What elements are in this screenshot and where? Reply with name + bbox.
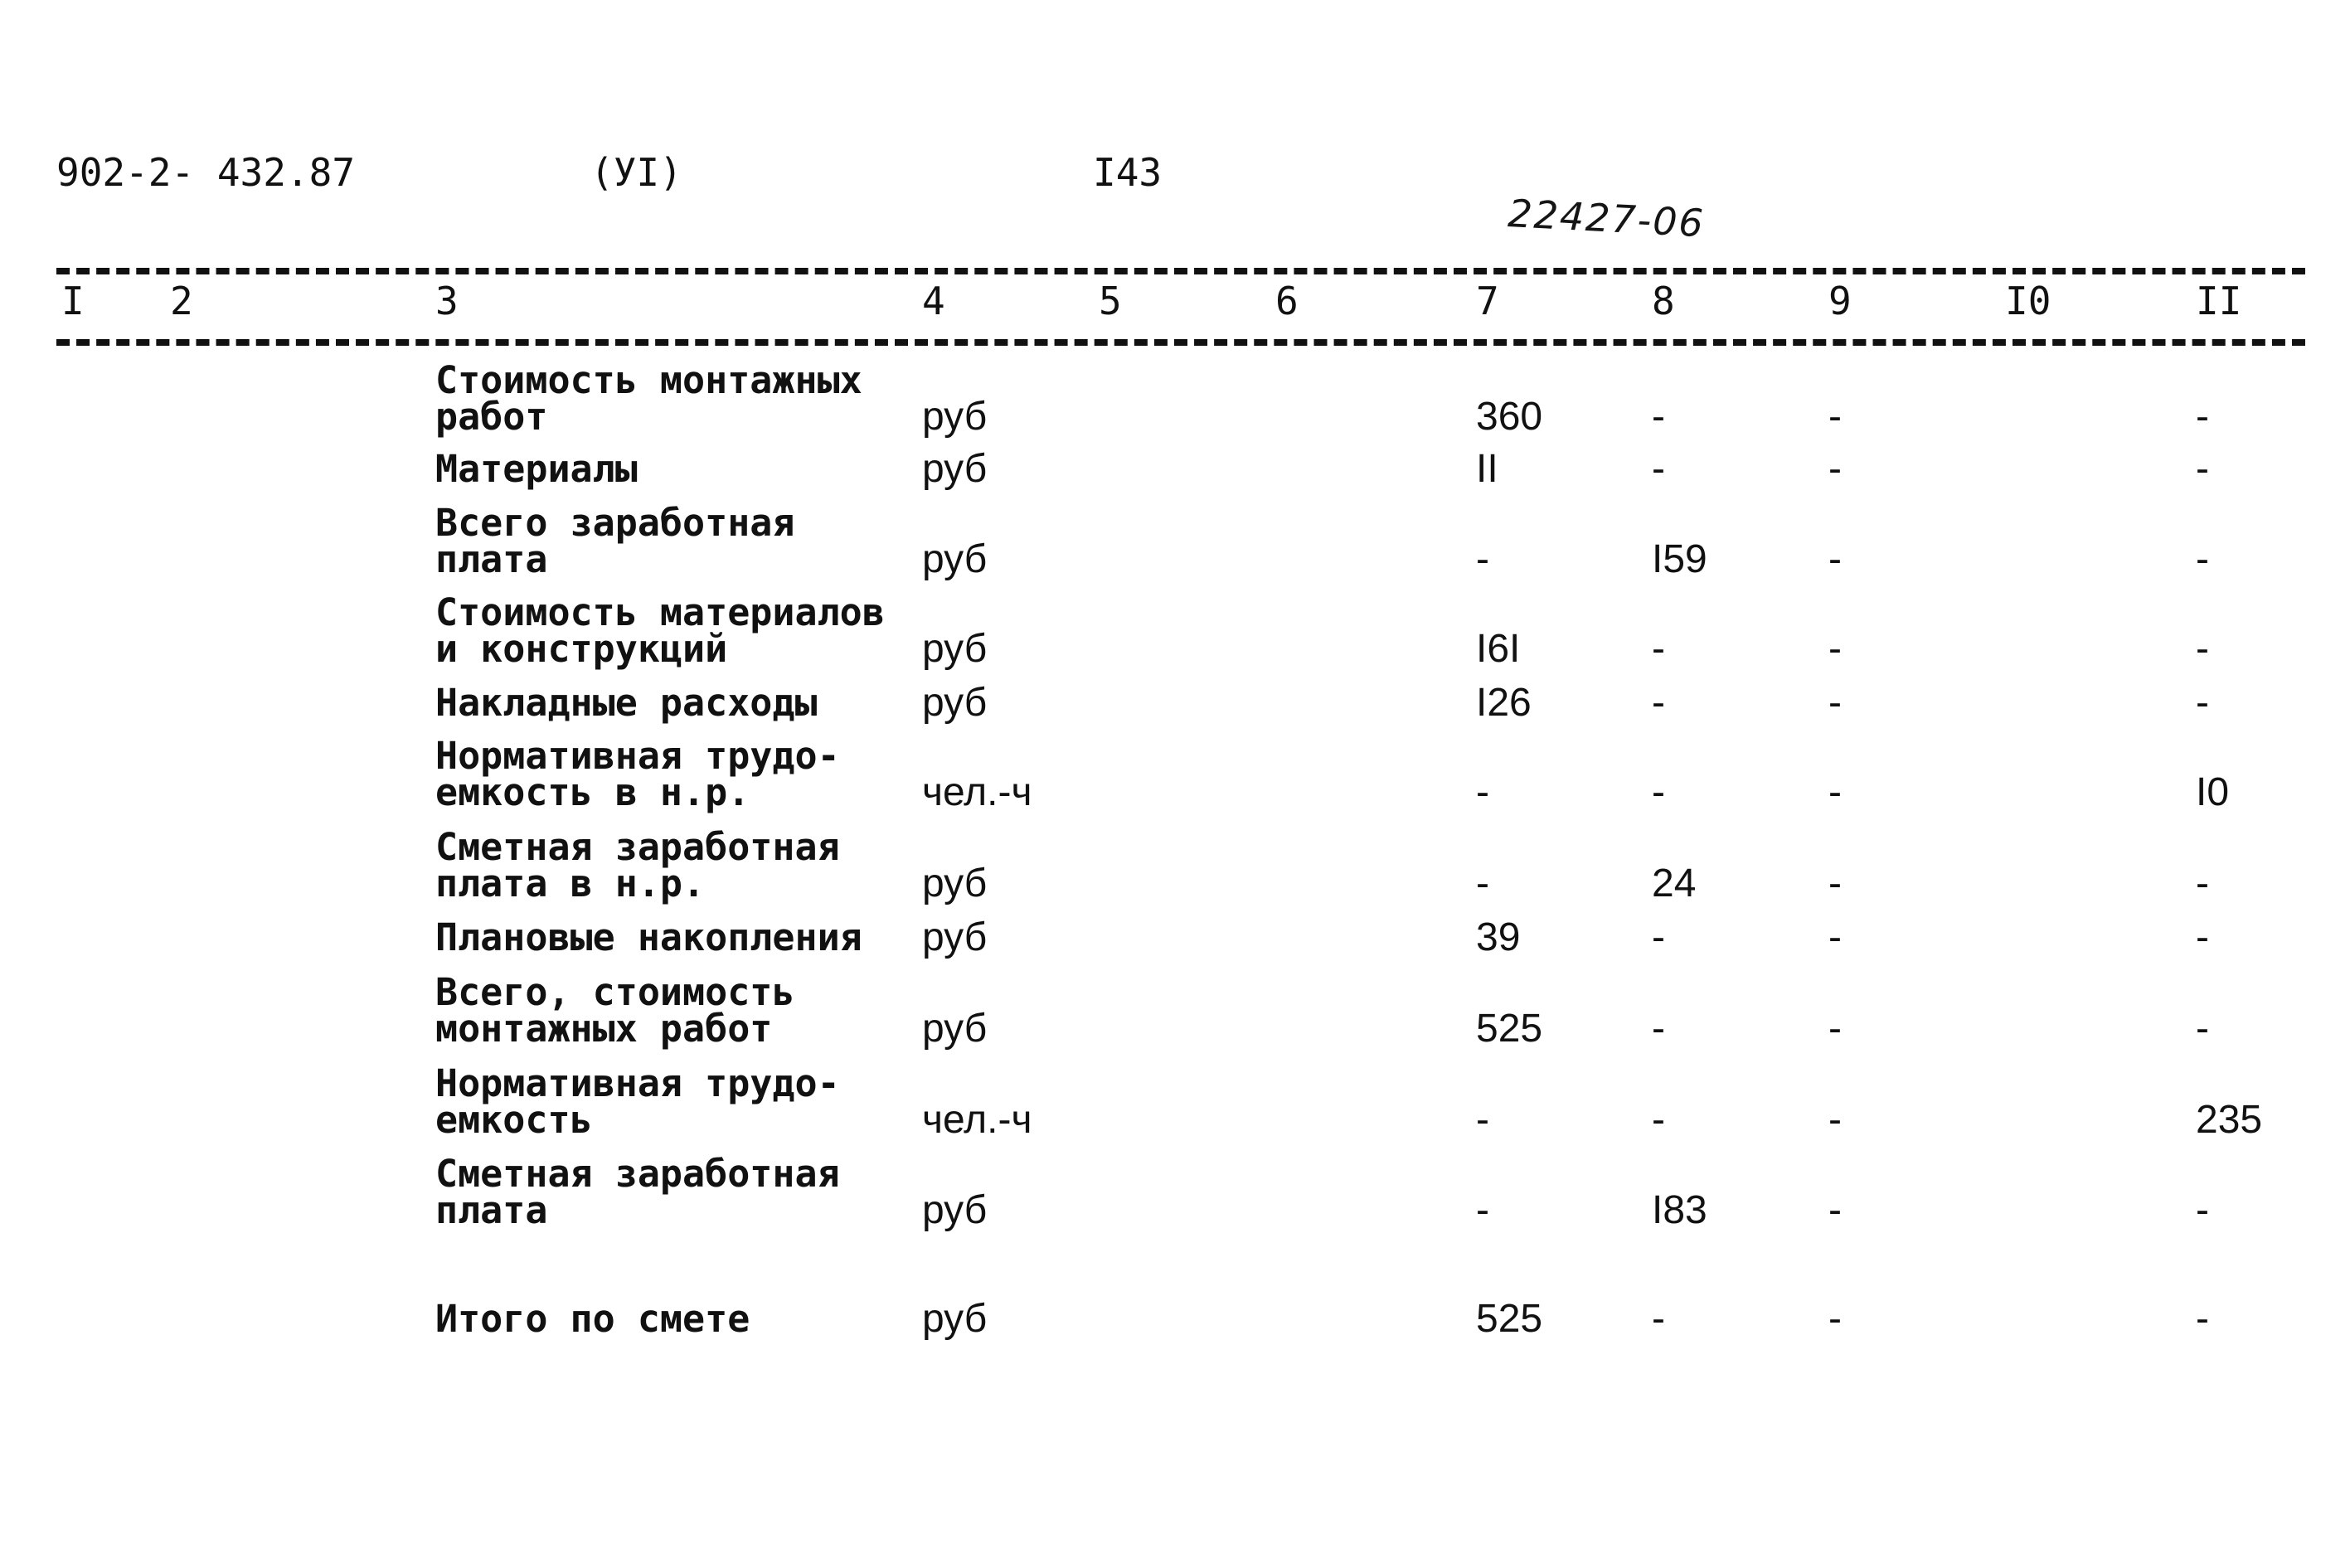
- row-col-9: -: [1828, 395, 1842, 439]
- row-name: Стоимость материалов и конструкций: [435, 590, 885, 671]
- row-col-11: -: [2196, 447, 2209, 491]
- row-unit: руб: [922, 537, 988, 581]
- row-name: Сметная заработная плата в н.р.: [435, 825, 840, 905]
- table-row: [0, 970, 2350, 1051]
- column-number-6: 6: [1275, 279, 1299, 323]
- row-col-9: -: [1828, 1098, 1842, 1142]
- row-col-7: -: [1476, 1098, 1489, 1142]
- row-col-9: -: [1828, 862, 1842, 905]
- row-name: Плановые накопления: [435, 915, 862, 959]
- table-row: [0, 734, 2350, 814]
- row-col-9: -: [1828, 1188, 1842, 1232]
- row-name: Сметная заработная плата: [435, 1152, 840, 1232]
- row-unit: чел.-ч: [922, 770, 1032, 814]
- row-col-8: -: [1652, 1007, 1665, 1051]
- row-col-8: -: [1652, 447, 1665, 491]
- row-name: Всего заработная плата: [435, 501, 795, 581]
- handwritten-code: 22427-06: [1507, 191, 1707, 246]
- row-col-8: -: [1652, 681, 1665, 725]
- row-col-11: -: [2196, 862, 2209, 905]
- row-col-8: -: [1652, 627, 1665, 671]
- column-number-7: 7: [1476, 279, 1499, 323]
- row-col-11: 235: [2196, 1098, 2263, 1142]
- row-col-9: -: [1828, 1297, 1842, 1341]
- row-name: Накладные расходы: [435, 681, 818, 725]
- row-name: Нормативная трудо- емкость: [435, 1061, 840, 1142]
- column-number-3: 3: [435, 279, 459, 323]
- row-unit: руб: [922, 681, 988, 725]
- column-number-8: 8: [1652, 279, 1675, 323]
- row-col-9: -: [1828, 681, 1842, 725]
- row-unit: чел.-ч: [922, 1098, 1032, 1142]
- column-number-5: 5: [1099, 279, 1122, 323]
- table-row: [0, 1061, 2350, 1142]
- table-row: [0, 590, 2350, 671]
- dashed-rule-top: [56, 268, 2305, 274]
- row-name: Стоимость монтажных работ: [435, 358, 862, 439]
- section-label: (УI): [590, 150, 682, 195]
- row-col-11: -: [2196, 1297, 2209, 1341]
- row-col-9: -: [1828, 770, 1842, 814]
- row-col-7: 360: [1476, 395, 1543, 439]
- row-col-11: -: [2196, 1007, 2209, 1051]
- column-number-10: I0: [2005, 279, 2051, 323]
- row-col-8: I59: [1652, 537, 1707, 581]
- table-row: [0, 915, 2350, 959]
- row-col-7: -: [1476, 862, 1489, 905]
- row-col-8: 24: [1652, 862, 1697, 905]
- row-unit: руб: [922, 1007, 988, 1051]
- row-col-11: -: [2196, 915, 2209, 959]
- row-col-9: -: [1828, 915, 1842, 959]
- row-unit: руб: [922, 915, 988, 959]
- row-col-7: II: [1476, 447, 1498, 491]
- document-number: 902-2- 432.87: [56, 150, 356, 195]
- column-number-1: I: [61, 279, 85, 323]
- row-unit: руб: [922, 395, 988, 439]
- row-col-8: I83: [1652, 1188, 1707, 1232]
- dashed-rule-bottom: [56, 339, 2305, 346]
- table-row: [0, 825, 2350, 905]
- row-col-9: -: [1828, 447, 1842, 491]
- row-col-7: 525: [1476, 1007, 1543, 1051]
- row-unit: руб: [922, 1297, 988, 1341]
- row-col-7: 525: [1476, 1297, 1543, 1341]
- row-col-8: -: [1652, 1098, 1665, 1142]
- page-number: I43: [1093, 150, 1163, 195]
- row-col-11: -: [2196, 537, 2209, 581]
- table-row: [0, 1152, 2350, 1232]
- column-number-2: 2: [170, 279, 193, 323]
- column-number-4: 4: [922, 279, 945, 323]
- row-col-11: I0: [2196, 770, 2230, 814]
- row-unit: руб: [922, 447, 988, 491]
- row-unit: руб: [922, 627, 988, 671]
- table-row: [0, 357, 2350, 439]
- row-col-8: -: [1652, 770, 1665, 814]
- column-number-9: 9: [1828, 279, 1852, 323]
- row-unit: руб: [922, 1188, 988, 1232]
- table-row: [0, 447, 2350, 491]
- row-col-7: -: [1476, 1188, 1489, 1232]
- row-col-9: -: [1828, 537, 1842, 581]
- row-unit: руб: [922, 862, 988, 905]
- row-col-7: I6I: [1476, 627, 1521, 671]
- row-col-8: -: [1652, 915, 1665, 959]
- row-col-7: -: [1476, 770, 1489, 814]
- row-col-7: I26: [1476, 681, 1532, 725]
- row-col-11: -: [2196, 627, 2209, 671]
- row-col-8: -: [1652, 1297, 1665, 1341]
- row-name: Материалы: [435, 447, 638, 491]
- table-row-total: [0, 1296, 2350, 1341]
- row-col-11: -: [2196, 395, 2209, 439]
- row-col-7: 39: [1476, 915, 1521, 959]
- row-col-8: -: [1652, 395, 1665, 439]
- row-name: Нормативная трудо- емкость в н.р.: [435, 734, 840, 814]
- column-number-11: II: [2196, 279, 2242, 323]
- row-name: Всего, стоимость монтажных работ: [435, 970, 795, 1051]
- row-name: Итого по смете: [435, 1297, 750, 1341]
- table-row: [0, 681, 2350, 725]
- row-col-11: -: [2196, 681, 2209, 725]
- row-col-7: -: [1476, 537, 1489, 581]
- row-col-11: -: [2196, 1188, 2209, 1232]
- table-row: [0, 501, 2350, 581]
- row-col-9: -: [1828, 627, 1842, 671]
- row-col-9: -: [1828, 1007, 1842, 1051]
